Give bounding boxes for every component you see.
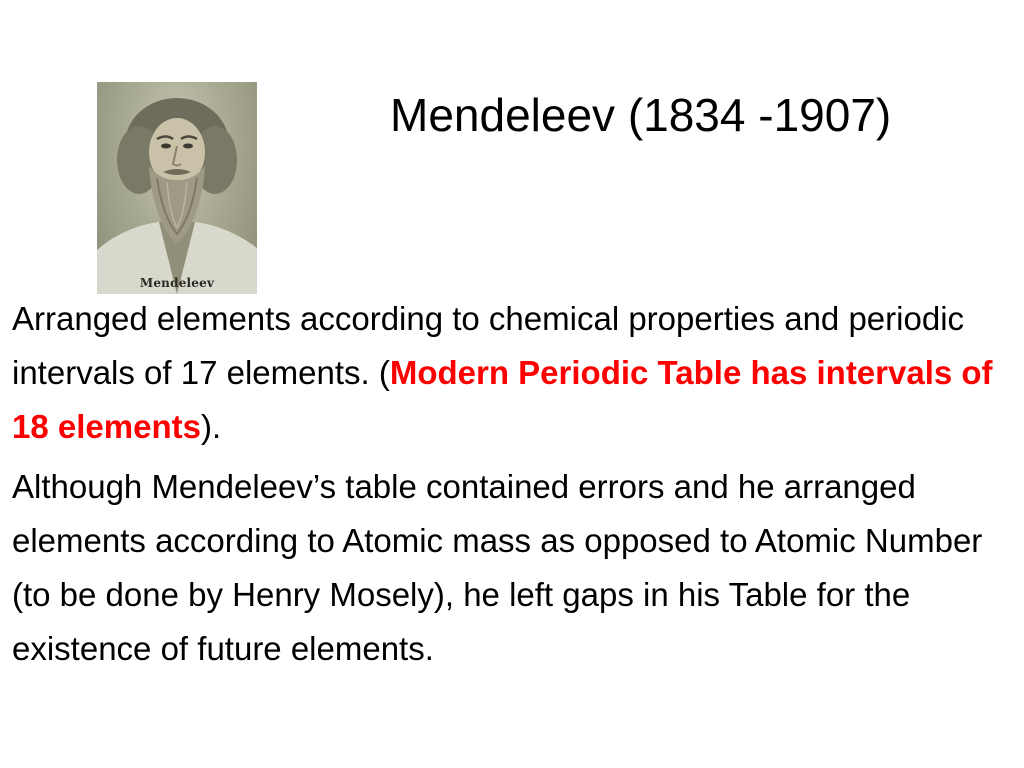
portrait-caption: Mendeleev bbox=[139, 276, 215, 290]
paragraph-arrangement bbox=[12, 292, 1012, 454]
slide-title: Mendeleev (1834 -1907) bbox=[390, 89, 892, 141]
mendeleev-portrait bbox=[97, 82, 257, 294]
paragraph-errors-gaps: Although Mendeleev’s table contained errors and he arranged elements according to Atomic mass as opposed to Atomic Number (to be done by Henry Mosely), he left gaps in his Table for the existence of future elements. bbox=[12, 468, 983, 667]
paragraph-arrangement-text: Arranged elements according to chemical properties and periodic intervals of 17 elements. ( bbox=[12, 300, 965, 391]
slide-body bbox=[12, 292, 1012, 682]
portrait-image bbox=[97, 82, 257, 294]
paragraph-arrangement-closing: ). bbox=[200, 408, 222, 445]
modern-table-highlight: Modern Periodic Table has intervals of 18 elements bbox=[12, 354, 993, 445]
